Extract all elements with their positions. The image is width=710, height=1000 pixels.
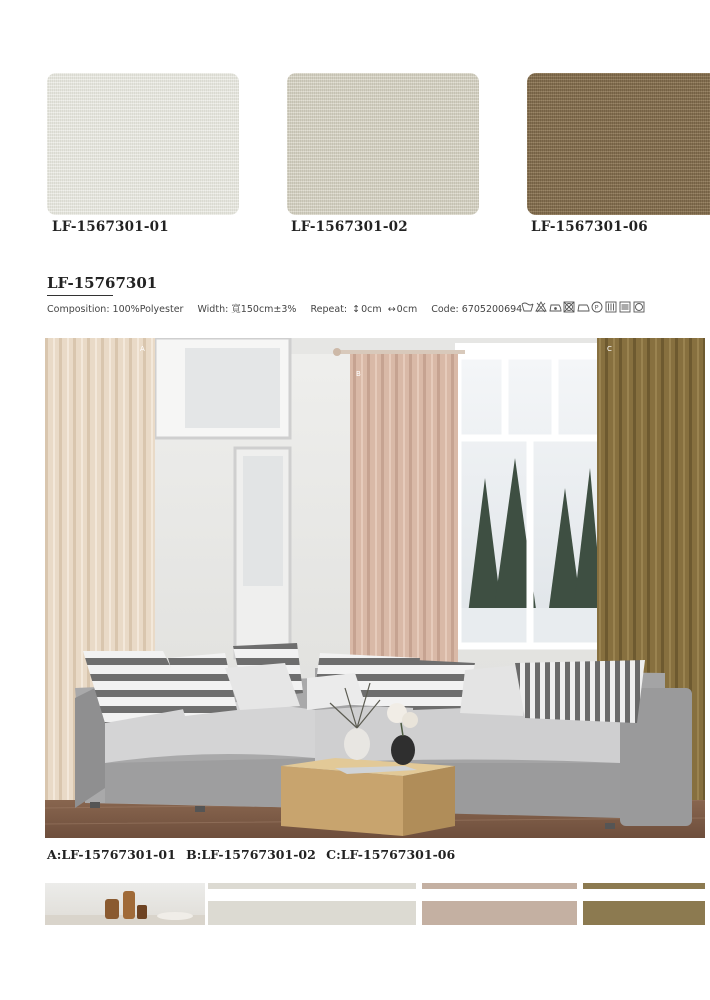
swatch-label: LF-1567301-06 (531, 219, 648, 235)
swatch-label: LF-1567301-01 (52, 219, 169, 235)
swatch-02 (287, 73, 479, 215)
dry-clean-icon (592, 302, 602, 312)
composition: Composition: 100%Polyester (47, 304, 184, 315)
repeat-horizontal: 0cm (396, 304, 418, 315)
palette-block-1 (208, 901, 416, 925)
vertical-arrow-icon: ↕ (352, 304, 361, 315)
swatch-06 (527, 73, 710, 215)
vase-decoration (45, 883, 205, 925)
horizontal-arrow-icon: ↔ (387, 304, 396, 315)
palette-block-3 (583, 901, 705, 925)
dry-flat-icon (620, 302, 630, 312)
washtub-icon (522, 303, 533, 311)
iron-icon (550, 305, 561, 311)
curtain-label-a: A (140, 345, 145, 353)
title-underline (47, 295, 113, 296)
caption-a: A:LF-15767301-01 (47, 847, 176, 862)
palette-bar-3 (583, 883, 705, 889)
repeat-label: Repeat: (310, 304, 348, 315)
room-photo (45, 338, 705, 838)
repeat (310, 304, 420, 315)
curtain-label-b: B (356, 370, 361, 378)
curtain-caption (47, 847, 461, 862)
swatch-label: LF-1567301-02 (291, 219, 408, 235)
no-bleach-icon (536, 302, 546, 312)
coffee-table (281, 758, 455, 836)
curtain-label-c: C (607, 345, 612, 353)
tumble-dry-icon (564, 302, 574, 312)
repeat-vertical: 0cm (361, 304, 382, 315)
palette-block-2 (422, 901, 577, 925)
iron-low-icon (578, 305, 589, 311)
swatch-01 (47, 73, 239, 215)
spec-line (47, 301, 533, 315)
care-icons (521, 300, 651, 314)
no-dry-clean-icon (634, 302, 644, 312)
palette-bar-1 (208, 883, 416, 889)
product-code: Code: 6705200694 (431, 304, 523, 315)
width: Width: 寬150cm±3% (197, 304, 297, 315)
product-title: LF-15767301 (47, 274, 158, 292)
caption-c: C:LF-15767301-06 (326, 847, 456, 862)
accessory-thumbnail (45, 883, 205, 925)
palette-bar-2 (422, 883, 577, 889)
line-dry-icon (606, 302, 616, 312)
svg-text:P: P (594, 303, 599, 312)
caption-b: B:LF-15767301-02 (186, 847, 316, 862)
